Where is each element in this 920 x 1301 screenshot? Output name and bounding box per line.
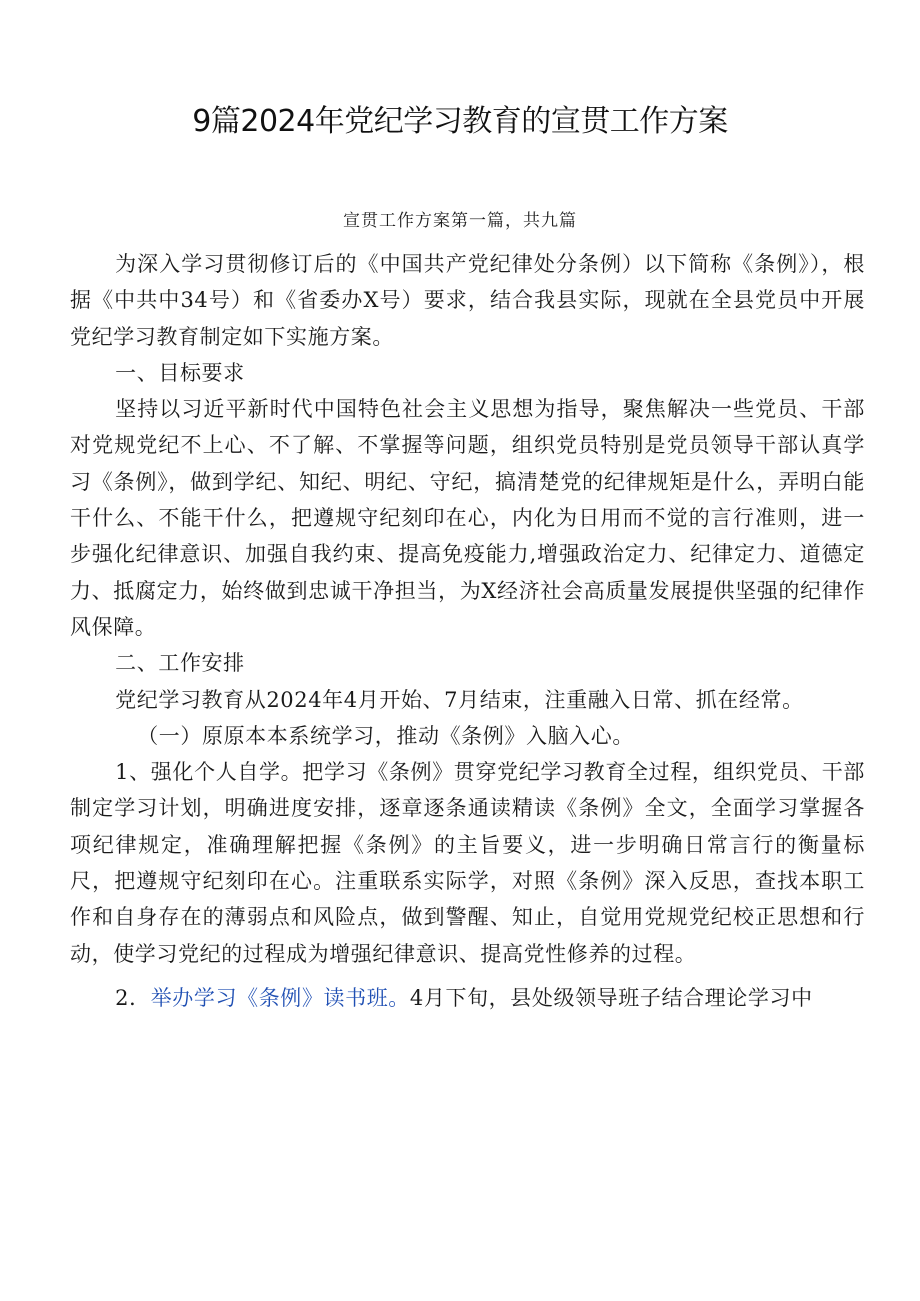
document-body [70,246,865,1016]
item-2-text: 4月下旬，县处级领导班子结合理论学习中 [409,985,813,1010]
intro-paragraph: 为深入学习贯彻修订后的《中国共产党纪律处分条例）以下简称《条例》），根据《中共中34号）和《省委办X号）要求，结合我县实际，现就在全县党员中开展党纪学习教育制定如下实施方案。 [70,252,865,349]
item-1-paragraph: 1、强化个人自学。把学习《条例》贯穿党纪学习教育全过程，组织党员、干部制定学习计划，明确进度安排，逐章逐条通读精读《条例》全文，全面学习掌握各项纪律规定，准确理解把握《条例》的主旨要义，进一步明确日常言行的衡量标尺，把遵规守纪刻印在心。注重联系实际学，对照《条例》深入反思，查找本职工作和自身存在的薄弱点和风险点，做到警醒、知止，自觉用党规党纪校正思想和行动，使学习党纪的过程成为增强纪律意识、提高党性修养的过程。 [70,760,865,966]
schedule-paragraph: 党纪学习教育从2024年4月开始、7月结束，注重融入日常、抓在经常。 [115,687,804,712]
item-2-number: 2． [115,985,151,1010]
section-heading-goals: 一、目标要求 [115,360,245,385]
goal-paragraph: 坚持以习近平新时代中国特色社会主义思想为指导，聚焦解决一些党员、干部对党规党纪不上心、不了解、不掌握等问题，组织党员特别是党员领导干部认真学习《条例》，做到学纪、知纪、明纪、守纪，搞清楚党的纪律规矩是什么，弄明白能干什么、不能干什么，把遵规守纪刻印在心，内化为日用而不觉的言行准则，进一步强化纪律意识、加强自我约束、提高免疫能力,增强政治定力、纪律定力、道德定力、抵腐定力，始终做到忠诚干净担当，为X经济社会高质量发展提供坚强的纪律作风保障。 [70,397,865,639]
item-2-paragraph [70,980,865,1016]
item-2-link[interactable]: 举办学习《条例》读书班。 [150,985,410,1010]
document-subtitle: 宣贯工作方案第一篇，共九篇 [343,211,577,231]
subsection-heading-1: （一）原原本本系统学习，推动《条例》入脑入心。 [137,723,634,748]
section-heading-arrangement: 二、工作安排 [115,651,245,676]
document-title: 9篇2024年党纪学习教育的宣贯工作方案 [192,104,728,139]
